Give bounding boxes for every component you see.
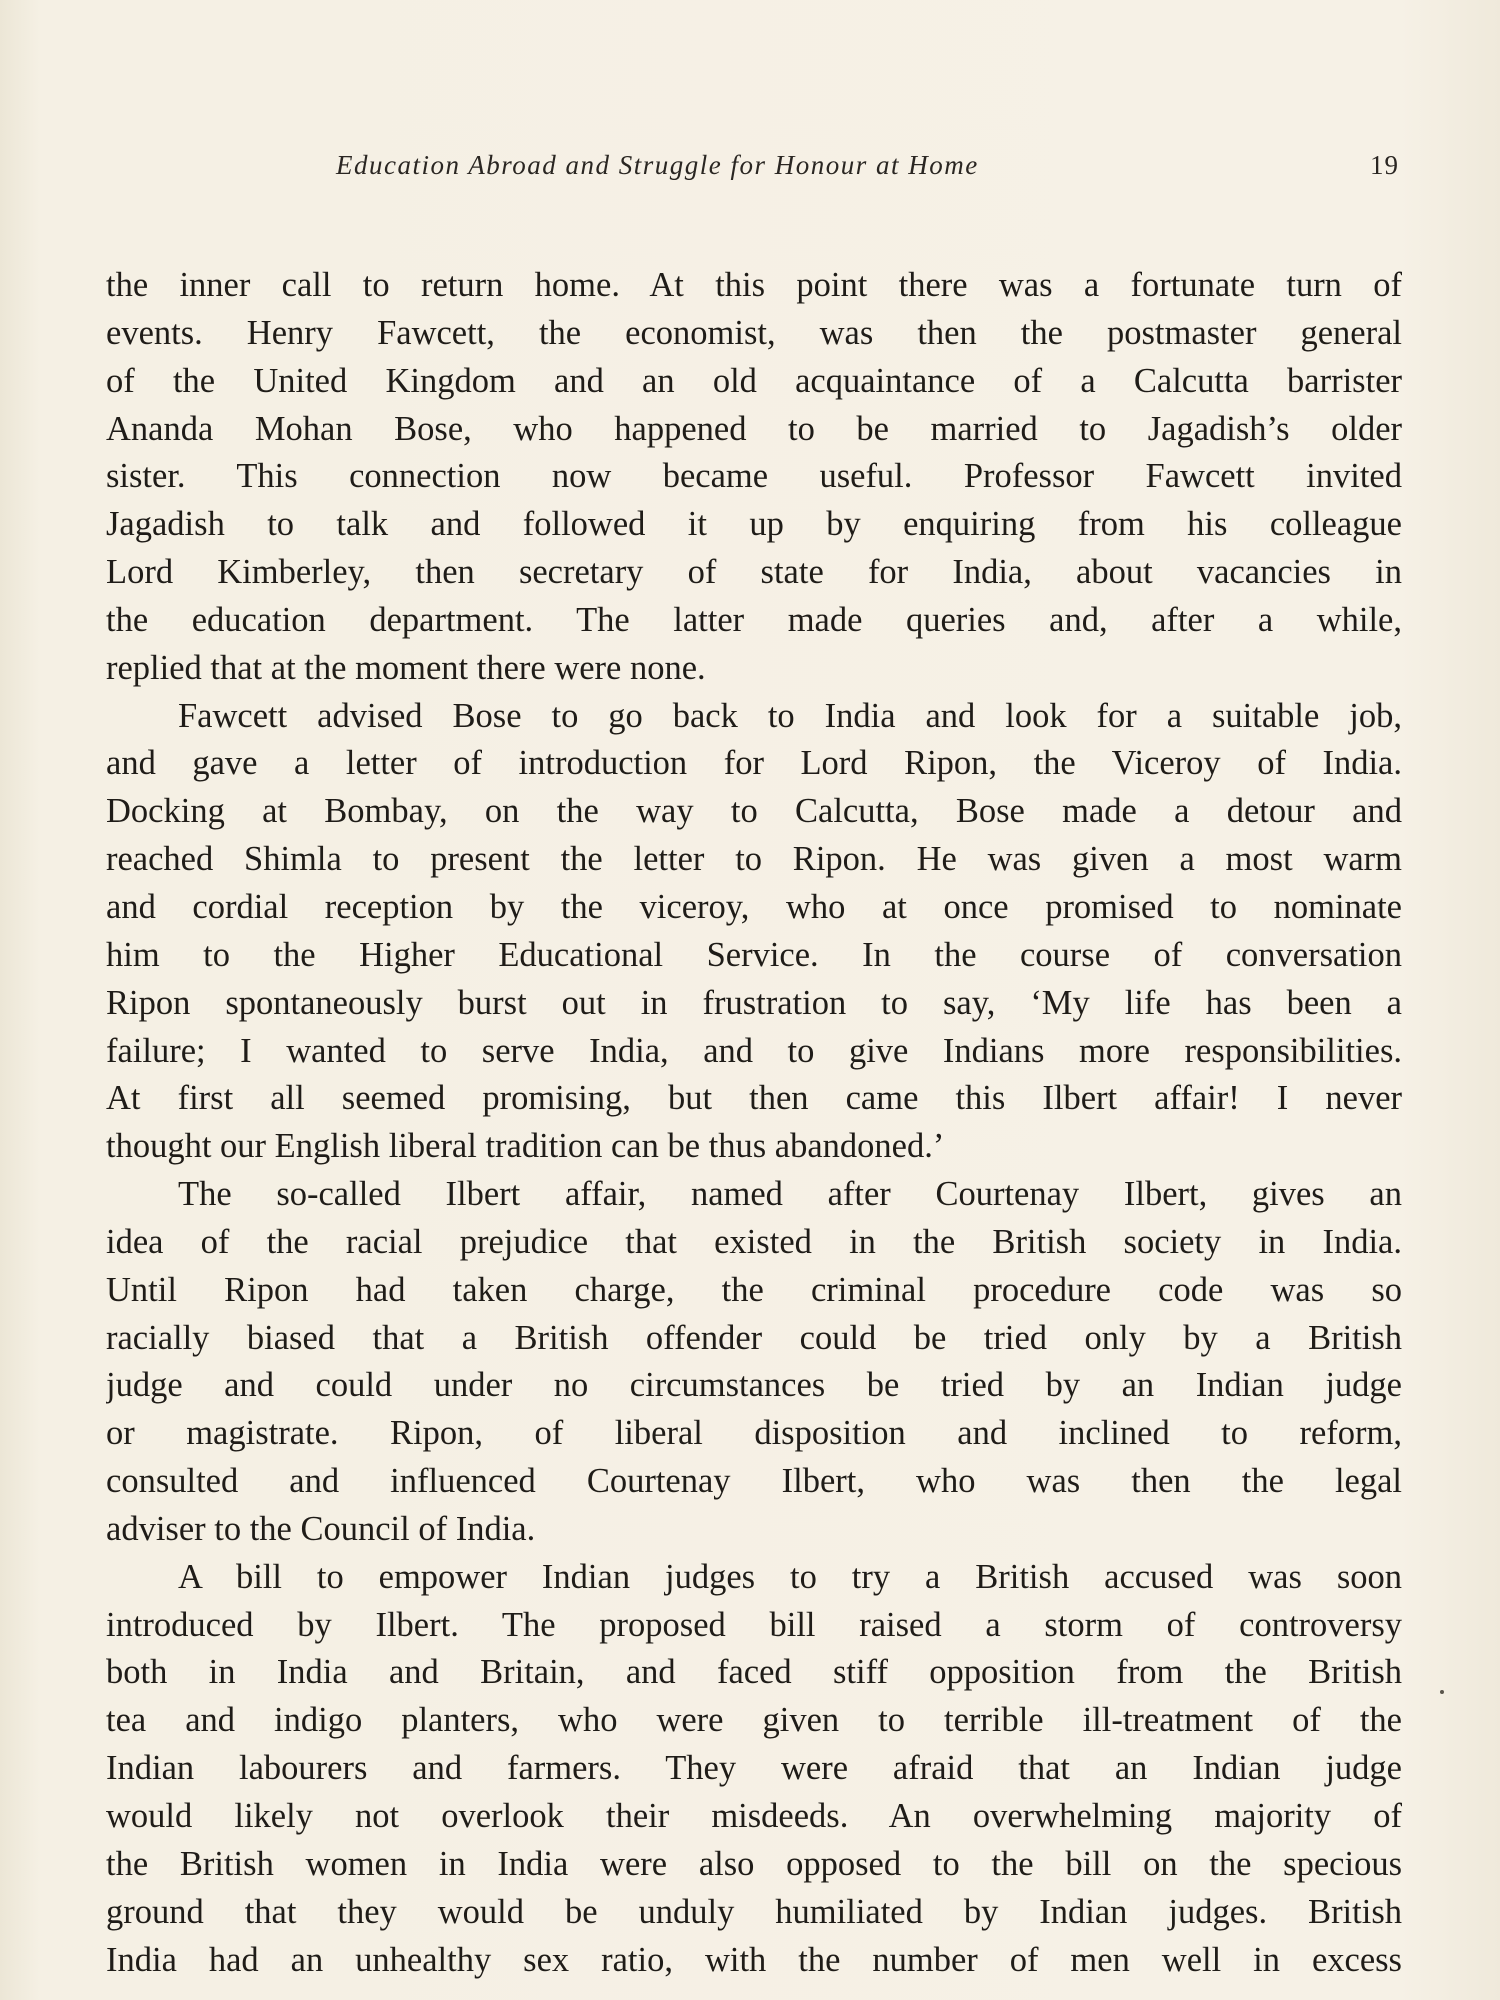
text-line: tea and indigo planters, who were given to terrible ill-treatment of the: [106, 1701, 1402, 1740]
text-line: would likely not overlook their misdeeds. An overwhelming majority of: [106, 1797, 1402, 1835]
text-line: events. Henry Fawcett, the economist, was then the postmaster general: [106, 313, 1402, 352]
text-line: Fawcett advised Bose to go back to India and look for a suitable job,: [178, 696, 1402, 735]
text-line: Lord Kimberley, then secretary of state for India, about vacancies in: [106, 553, 1402, 592]
running-head-title: Education Abroad and Struggle for Honour at Home: [336, 150, 979, 180]
text-line: racially biased that a British offender could be tried only by a British: [106, 1318, 1402, 1357]
text-line: At first all seemed promising, but then came this Ilbert affair! I never: [106, 1079, 1402, 1118]
text-line: consulted and influenced Courtenay Ilbert, who was then the legal: [106, 1462, 1402, 1501]
text-line: The so-called Ilbert affair, named after Courtenay Ilbert, gives an: [178, 1175, 1402, 1214]
page-number: 19: [1370, 150, 1399, 180]
text-line: and gave a letter of introduction for Lord Ripon, the Viceroy of India.: [106, 744, 1402, 783]
margin-speck: [1440, 1690, 1444, 1694]
text-line: Docking at Bombay, on the way to Calcutta, Bose made a detour and: [106, 792, 1402, 831]
text-line: Until Ripon had taken charge, the criminal procedure code was so: [106, 1270, 1402, 1309]
text-line: failure; I wanted to serve India, and to give Indians more responsibilities.: [106, 1031, 1402, 1070]
text-line: A bill to empower Indian judges to try a British accused was soon: [178, 1557, 1402, 1596]
text-line: idea of the racial prejudice that existed in the British society in India.: [106, 1222, 1402, 1261]
text-line: and cordial reception by the viceroy, who at once promised to nominate: [106, 887, 1402, 926]
text-line: the British women in India were also opposed to the bill on the specious: [106, 1844, 1402, 1883]
text-line: judge and could under no circumstances be tried by an Indian judge: [106, 1366, 1402, 1405]
text-line: the inner call to return home. At this point there was a fortunate turn of: [106, 266, 1402, 304]
text-line: thought our English liberal tradition can be thus abandoned.’: [106, 1127, 945, 1166]
text-line: Ripon spontaneously burst out in frustration to say, ‘My life has been a: [106, 983, 1402, 1022]
text-line: both in India and Britain, and faced stiff opposition from the British: [106, 1653, 1402, 1692]
text-line: adviser to the Council of India.: [106, 1509, 536, 1548]
text-line: ground that they would be unduly humiliated by Indian judges. British: [106, 1892, 1402, 1931]
text-line: of the United Kingdom and an old acquaintance of a Calcutta barrister: [106, 361, 1402, 400]
text-line: introduced by Ilbert. The proposed bill raised a storm of controversy: [106, 1605, 1402, 1644]
text-line: or magistrate. Ripon, of liberal disposition and inclined to reform,: [106, 1414, 1402, 1453]
text-line: reached Shimla to present the letter to Ripon. He was given a most warm: [106, 840, 1402, 879]
text-line: sister. This connection now became useful. Professor Fawcett invited: [106, 457, 1402, 496]
text-line: him to the Higher Educational Service. In the course of conversation: [106, 935, 1402, 974]
text-line: Indian labourers and farmers. They were afraid that an Indian judge: [106, 1749, 1402, 1788]
text-line: India had an unhealthy sex ratio, with the number of men well in excess: [106, 1940, 1402, 1979]
text-line: Jagadish to talk and followed it up by enquiring from his colleague: [106, 505, 1402, 544]
text-line: the education department. The latter made queries and, after a while,: [106, 600, 1402, 639]
text-line: replied that at the moment there were none.: [106, 648, 706, 687]
text-line: Ananda Mohan Bose, who happened to be married to Jagadish’s older: [106, 409, 1402, 448]
body-text: [106, 262, 1402, 1984]
